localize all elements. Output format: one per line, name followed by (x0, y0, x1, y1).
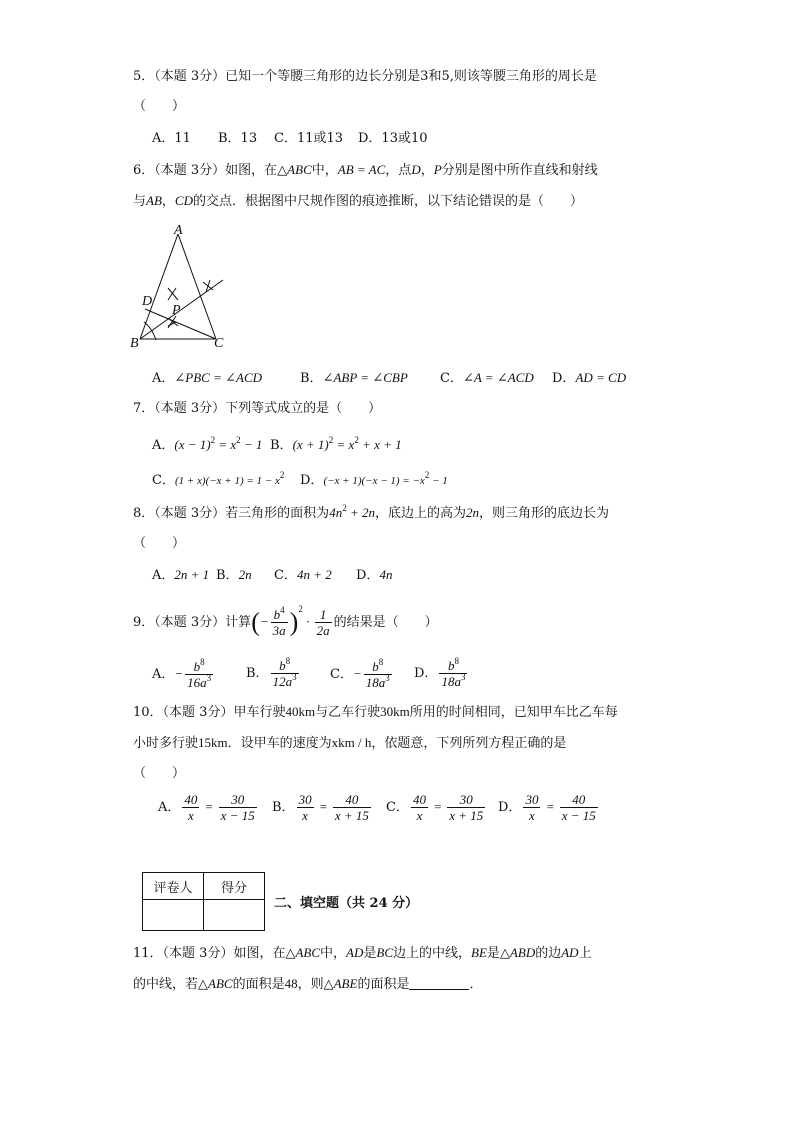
q6-stem-line2: 与AB，CD的交点．根据图中尺规作图的痕迹推断，以下结论错误的是（ ） (133, 193, 583, 209)
ray-bp (140, 280, 223, 339)
q10-option-a: A． $\frac{40}{x}$ = $\frac{30}{x - 15}$ (158, 792, 255, 823)
q7-option-c: C．$(1 + x)(-x + 1) = 1 - x^2$ (152, 470, 285, 488)
arc-b (144, 322, 156, 340)
section-title: 二、填空题（共 24 分） (274, 896, 419, 911)
q11-stem: 11．（本题 3分）如图，在△ABC中，AD是BC边上的中线，BE是△ABD的边AD上 (133, 945, 592, 961)
q8-option-b: B．2n (216, 567, 252, 583)
q8-option-a: A．2n + 1 (152, 567, 210, 583)
q9-option-c: C．− $\frac{b^8}{18a^3}$ (330, 657, 390, 690)
q8-option-c: C．4n + 2 (274, 567, 332, 583)
q8-paren: （ ） (133, 536, 186, 551)
q5-option-d: D．13或10 (358, 131, 428, 146)
q6-option-c: C．∠A = ∠ACD (440, 370, 534, 386)
q9-option-a: A．− $\frac{b^8}{16a^3}$ (152, 657, 212, 690)
label-a: A (174, 223, 183, 238)
q9-option-d: D． $\frac{b^8}{18a^3}$ (414, 656, 466, 689)
side-ac (178, 234, 216, 339)
label-b: B (130, 336, 139, 351)
label-p: P (172, 303, 181, 318)
q10-option-d: D． $\frac{30}{x}$ = $\frac{40}{x - 15}$ (498, 792, 596, 823)
q5-option-b: B．13 (218, 131, 258, 146)
q5-option-c: C．11或13 (274, 131, 344, 146)
q5-paren: （ ） (133, 99, 186, 114)
q5-stem: 5．（本题 3分）已知一个等腰三角形的边长分别是3和5,则该等腰三角形的周长是 (133, 69, 597, 84)
q10-stem-line2: 小时多行驶15km．设甲车的速度为xkm / h，依题意，下列所列方程正确的是 (133, 735, 567, 751)
q6-option-b: B．∠ABP = ∠CBP (300, 370, 408, 386)
q5-option-a: A．11 (152, 131, 191, 146)
q10-option-c: C． $\frac{40}{x}$ = $\frac{30}{x + 15}$ (386, 792, 484, 823)
q10-option-b: B． $\frac{30}{x}$ = $\frac{40}{x + 15}$ (272, 792, 369, 823)
q8-stem: 8．（本题 3分）若三角形的面积为$4n^2 + 2n$，底边上的高为2n，则三角形的底边长为 (133, 503, 609, 521)
q6-option-a: A．∠PBC = ∠ACD (152, 370, 263, 386)
q9-stem: 9．（本题 3分）计算(− $\frac{b^4}{3a}$ )$^2$ · $\frac{1}{2a}$ 的结果是（ ） (133, 604, 438, 638)
label-d: D (142, 294, 153, 309)
q9-option-b: B． $\frac{b^8}{12a^3}$ (246, 656, 297, 689)
q6-option-d: D．AD = CD (552, 370, 627, 386)
q10-paren: （ ） (133, 766, 186, 781)
q7-option-a: A．$(x - 1)^2 = x^2 - 1$ (152, 435, 263, 453)
q7-option-d: D．$(-x + 1)(-x - 1) = -x^2 - 1$ (300, 470, 448, 488)
q6-triangle-figure (128, 222, 238, 352)
q7-option-b: B．$(x + 1)^2 = x^2 + x + 1$ (270, 435, 402, 453)
score-cell (204, 900, 265, 931)
q11-stem-line2: 的中线，若△ABC的面积是48，则△ABE的面积是 ． (133, 976, 483, 992)
arc-mark-1 (168, 288, 178, 300)
reviewer-header: 评卷人 (143, 873, 204, 900)
label-c: C (214, 336, 224, 351)
q10-stem: 10．（本题 3分）甲车行驶40km与乙车行驶30km所用的时间相同，已知甲车比乙车每 (133, 704, 618, 720)
q8-option-d: D．4n (356, 567, 393, 583)
score-header: 得分 (204, 873, 265, 900)
reviewer-cell (143, 900, 204, 931)
answer-blank[interactable] (409, 977, 469, 990)
q7-stem: 7．（本题 3分）下列等式成立的是（ ） (133, 401, 382, 416)
q6-stem: 6．（本题 3分）如图，在△ABC中，AB = AC，点D，P分别是图中所作直线和射线 (133, 162, 598, 178)
score-table (142, 872, 265, 931)
